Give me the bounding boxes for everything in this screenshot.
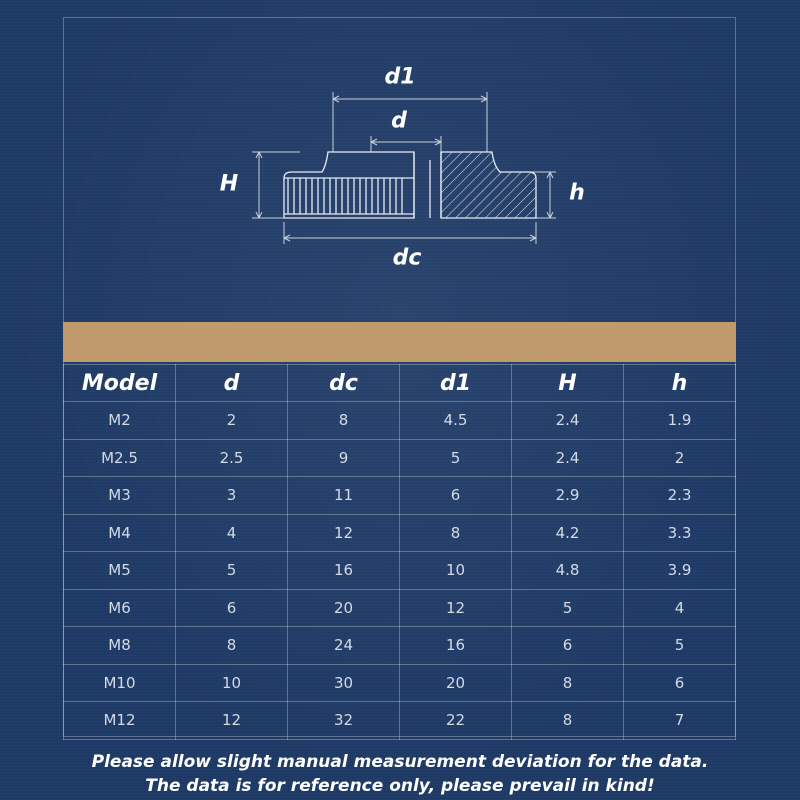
header-d1: d1 (400, 365, 512, 402)
header-d: d (176, 365, 288, 402)
table-cell: 2 (176, 402, 288, 440)
table-cell: 4 (624, 589, 736, 627)
table-cell: 2.3 (624, 477, 736, 515)
table-cell: 3 (176, 477, 288, 515)
table-cell: M6 (64, 589, 176, 627)
table-cell: 30 (288, 664, 400, 702)
table-cell: 12 (176, 702, 288, 740)
table-cell: M12 (64, 702, 176, 740)
table-cell: M2 (64, 402, 176, 440)
table-header-row (64, 365, 736, 402)
table-cell: 2.4 (512, 439, 624, 477)
header-model: Model (64, 365, 176, 402)
header-H: H (512, 365, 624, 402)
note-line-2: The data is for reference only, please prevail in kind! (145, 776, 655, 796)
header-dc: dc (288, 365, 400, 402)
table-cell: 10 (176, 664, 288, 702)
table-cell: 24 (288, 627, 400, 665)
dc-dimension-line (284, 222, 536, 244)
table-row (64, 589, 736, 627)
note-line-1: Please allow slight manual measurement deviation for the data. (91, 752, 709, 772)
table-cell: 6 (624, 664, 736, 702)
table-cell: M10 (64, 664, 176, 702)
table-cell: 6 (512, 627, 624, 665)
label-d: d (391, 108, 407, 134)
table-cell: 3.3 (624, 514, 736, 552)
table-cell: 16 (400, 627, 512, 665)
table-cell: 4 (176, 514, 288, 552)
table-cell: 12 (400, 589, 512, 627)
nut-right-section (441, 152, 536, 218)
table-row (64, 402, 736, 440)
table-row (64, 552, 736, 590)
table-cell: 32 (288, 702, 400, 740)
spec-table (63, 364, 736, 740)
table-cell: 8 (400, 514, 512, 552)
table-cell: 5 (176, 552, 288, 590)
table-cell: 5 (400, 439, 512, 477)
table-cell: 2.5 (176, 439, 288, 477)
table-cell: 6 (176, 589, 288, 627)
table-row (64, 514, 736, 552)
table-cell: 22 (400, 702, 512, 740)
d-dimension-line (371, 136, 441, 152)
header-accent-bar (63, 322, 736, 362)
table-row (64, 439, 736, 477)
nut-left-half (284, 152, 414, 218)
knurled-nut-diagram (0, 0, 800, 320)
table-cell: 7 (624, 702, 736, 740)
table-cell: M4 (64, 514, 176, 552)
table-cell: 2.4 (512, 402, 624, 440)
table-cell: 20 (400, 664, 512, 702)
d1-dimension-line (333, 92, 487, 152)
table-row (64, 702, 736, 740)
table-cell: 8 (176, 627, 288, 665)
label-H: H (219, 171, 239, 197)
table-cell: 8 (512, 664, 624, 702)
table-cell: M5 (64, 552, 176, 590)
table-row (64, 664, 736, 702)
table-cell: 4.5 (400, 402, 512, 440)
table-cell: 10 (400, 552, 512, 590)
table-cell: 16 (288, 552, 400, 590)
table-cell: 1.9 (624, 402, 736, 440)
header-h: h (624, 365, 736, 402)
table-cell: 4.2 (512, 514, 624, 552)
table-row (64, 627, 736, 665)
table-cell: 2.9 (512, 477, 624, 515)
table-cell: 8 (288, 402, 400, 440)
table-cell: 8 (512, 702, 624, 740)
table-cell: 6 (400, 477, 512, 515)
label-d1: d1 (384, 64, 416, 90)
table-cell: 12 (288, 514, 400, 552)
label-h: h (569, 180, 585, 206)
table-cell: 20 (288, 589, 400, 627)
H-dimension-line (252, 152, 300, 218)
table-cell: M3 (64, 477, 176, 515)
table-cell: M8 (64, 627, 176, 665)
table-cell: 2 (624, 439, 736, 477)
nut-bore (414, 152, 441, 218)
table-cell: M2.5 (64, 439, 176, 477)
table-cell: 5 (624, 627, 736, 665)
label-dc: dc (392, 245, 422, 271)
table-cell: 4.8 (512, 552, 624, 590)
table-cell: 11 (288, 477, 400, 515)
table-cell: 3.9 (624, 552, 736, 590)
table-body (64, 402, 736, 740)
table-row (64, 477, 736, 515)
table-cell: 5 (512, 589, 624, 627)
table-cell: 9 (288, 439, 400, 477)
